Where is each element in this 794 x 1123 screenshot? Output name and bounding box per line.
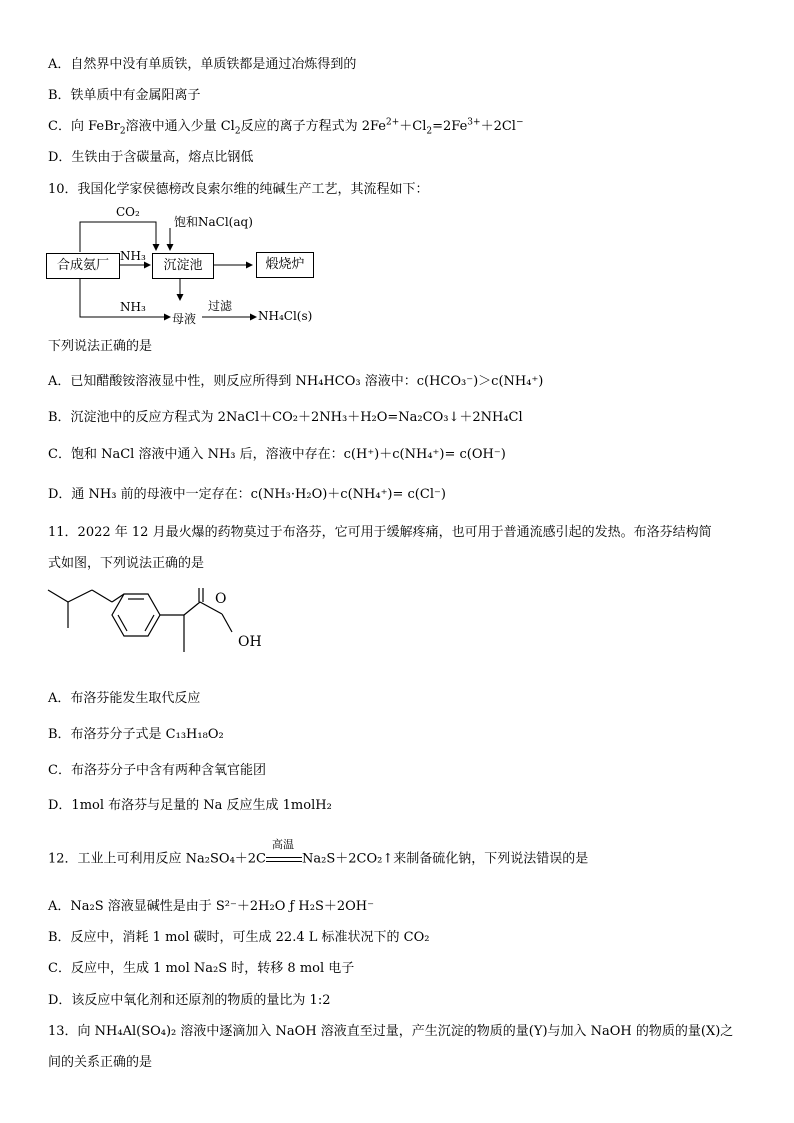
box-ammonia-plant: 合成氨厂 xyxy=(46,253,120,279)
q9-c-part1: C．向 FeBr xyxy=(48,119,120,134)
ibuprofen-structure xyxy=(44,588,284,678)
q12-option-a: A．Na₂S 溶液显碱性是由于 S²⁻＋2H₂O ƒ H₂S＋2OH⁻ xyxy=(48,899,375,914)
reaction-arrow-high-temp xyxy=(266,838,302,868)
label-mother-liquor: 母液 xyxy=(172,312,197,326)
label-co2: CO₂ xyxy=(116,205,140,219)
q13-stem-line1: 13．向 NH₄Al(SO₄)₂ 溶液中逐滴加入 NaOH 溶液直至过量，产生沉淀的物质的量(Y)与加入 NaOH 的物质的量(X)之 xyxy=(48,1024,734,1039)
label-hydroxyl-oh: OH xyxy=(238,634,262,650)
q11-option-a: A．布洛芬能发生取代反应 xyxy=(48,691,201,706)
q12-stem xyxy=(48,838,589,869)
q10-option-d: D．通 NH₃ 前的母液中一定存在：c(NH₃·H₂O)＋c(NH₄⁺)= c(Cl⁻) xyxy=(48,487,446,502)
reaction-condition: 高温 xyxy=(272,838,295,851)
q9-option-b: B．铁单质中有金属阳离子 xyxy=(48,88,201,103)
q12-option-d: D．该反应中氧化剂和还原剂的物质的量比为 1:2 xyxy=(48,993,331,1008)
q9-c-part4: ＋Cl xyxy=(399,119,427,134)
label-filter: 过滤 xyxy=(208,299,233,313)
q10-option-a: A．已知醋酸铵溶液显中性，则反应所得到 NH₄HCO₃ 溶液中：c(HCO₃⁻)＞c(NH₄⁺) xyxy=(48,374,544,389)
label-carbonyl-o: O xyxy=(215,591,227,607)
label-nh4cl: NH₄Cl(s) xyxy=(258,309,313,323)
q11-option-c: C．布洛芬分子中含有两种含氧官能团 xyxy=(48,763,266,778)
q12-stem-pre: 12．工业上可利用反应 Na₂SO₄＋2C xyxy=(48,851,267,867)
q10-option-c: C．饱和 NaCl 溶液中通入 NH₃ 后，溶液中存在：c(H⁺)＋c(NH₄⁺)= c(OH⁻) xyxy=(48,447,506,462)
q9-c-part6: ＋2Cl xyxy=(480,119,516,134)
box-precipitation-tank: 沉淀池 xyxy=(152,253,214,279)
box-calcination-furnace: 煅烧炉 xyxy=(256,252,314,278)
q12-stem-post: Na₂S＋2CO₂↑来制备硫化钠，下列说法错误的是 xyxy=(302,851,589,867)
ibuprofen-skeleton xyxy=(44,588,284,678)
q9-c-part2: 溶液中通入少量 Cl xyxy=(125,119,235,134)
label-saturated-nacl: 饱和NaCl(aq) xyxy=(174,215,253,229)
q10-option-b: B．沉淀池中的反应方程式为 2NaCl＋CO₂＋2NH₃＋H₂O=Na₂CO₃↓＋2NH₄Cl xyxy=(48,410,523,425)
q11-option-b: B．布洛芬分子式是 C₁₃H₁₈O₂ xyxy=(48,727,224,742)
q10-prompt: 下列说法正确的是 xyxy=(48,339,153,354)
q11-stem-line1: 11．2022 年 12 月最火爆的药物莫过于布洛芬，它可用于缓解疼痛，也可用于普通流感引起的发热。布洛芬结构简 xyxy=(48,525,712,540)
label-nh3-bottom: NH₃ xyxy=(120,300,146,314)
q9-option-a: A．自然界中没有单质铁，单质铁都是通过冶炼得到的 xyxy=(48,57,357,72)
q9-c-part5: =2Fe xyxy=(432,119,468,134)
q12-option-c: C．反应中，生成 1 mol Na₂S 时，转移 8 mol 电子 xyxy=(48,961,355,976)
q13-stem-line2: 间的关系正确的是 xyxy=(48,1055,153,1070)
label-nh3-top: NH₃ xyxy=(120,249,146,263)
q12-option-b: B．反应中，消耗 1 mol 碳时，可生成 22.4 L 标准状况下的 CO₂ xyxy=(48,930,430,945)
q10-stem: 10．我国化学家侯德榜改良索尔维的纯碱生产工艺，其流程如下： xyxy=(48,182,429,197)
q10-flow-diagram xyxy=(44,200,374,332)
q11-option-d: D．1mol 布洛芬与足量的 Na 反应生成 1molH₂ xyxy=(48,798,332,813)
q9-option-c: C．向 FeBr$_2$溶液中通入少量 $Cl_2$反应的离子方程式为 $2Fe^{2+}+Cl_2=2Fe^{3+}+2Cl^-$ xyxy=(48,117,524,137)
q9-option-d: D．生铁由于含碳量高，熔点比钢低 xyxy=(48,150,254,165)
q11-stem-line2: 式如图，下列说法正确的是 xyxy=(48,556,205,571)
q9-c-part3: 反应的离子方程式为 2Fe xyxy=(240,119,386,134)
